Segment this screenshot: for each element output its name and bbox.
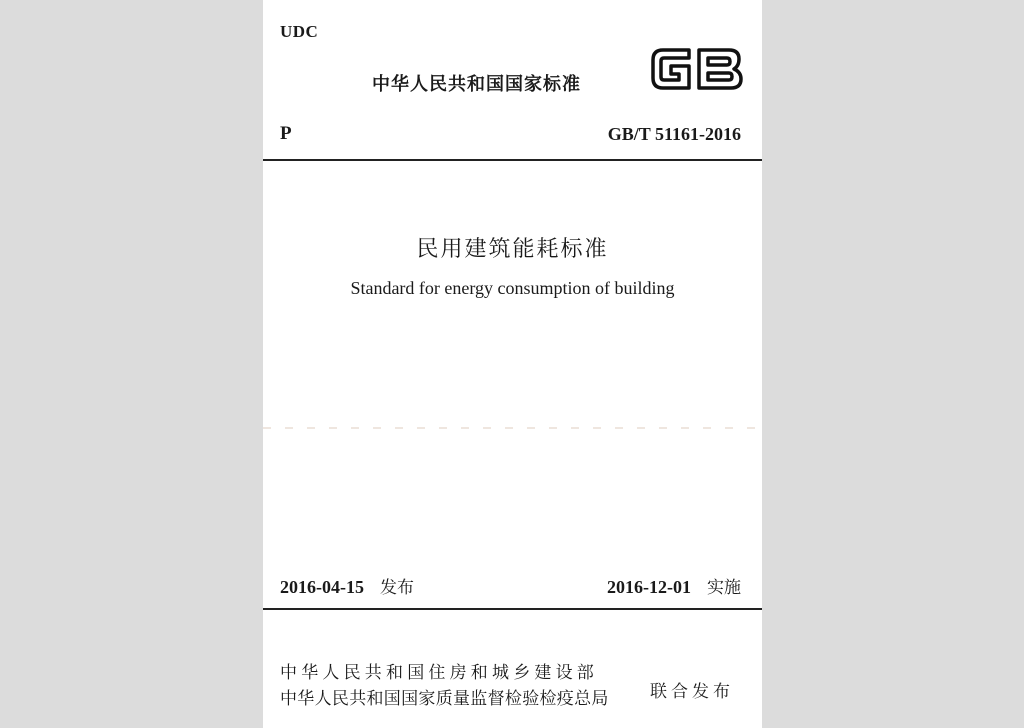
effective-group <box>607 573 741 598</box>
standard-number: GB/T 51161-2016 <box>607 124 741 144</box>
footer-divider <box>263 608 762 610</box>
dates-row <box>280 573 741 598</box>
issue-date: 2016-04-15 <box>280 577 364 597</box>
gb-logo-icon <box>649 44 745 94</box>
title-chinese: 民用建筑能耗标准 <box>416 237 609 262</box>
issuer-mohurd: 中华人民共和国住房和城乡建设部 <box>280 663 598 683</box>
header-divider <box>263 159 762 161</box>
scan-artifact <box>263 427 762 429</box>
effective-date: 2016-12-01 <box>607 577 691 597</box>
standard-cover-page <box>263 0 762 728</box>
joint-release-label: 联合发布 <box>650 682 734 702</box>
issue-label: 发布 <box>380 578 414 598</box>
title-english: Standard for energy consumption of building <box>350 278 675 298</box>
issuer-aqsiq: 中华人民共和国国家质量监督检验检疫总局 <box>280 689 609 709</box>
national-standard-heading: 中华人民共和国国家标准 <box>372 74 581 95</box>
issuing-authorities <box>280 660 609 712</box>
effective-label: 实施 <box>707 578 741 598</box>
udc-label: UDC <box>280 22 319 41</box>
issue-group <box>280 573 414 598</box>
classification-code: P <box>280 123 292 144</box>
